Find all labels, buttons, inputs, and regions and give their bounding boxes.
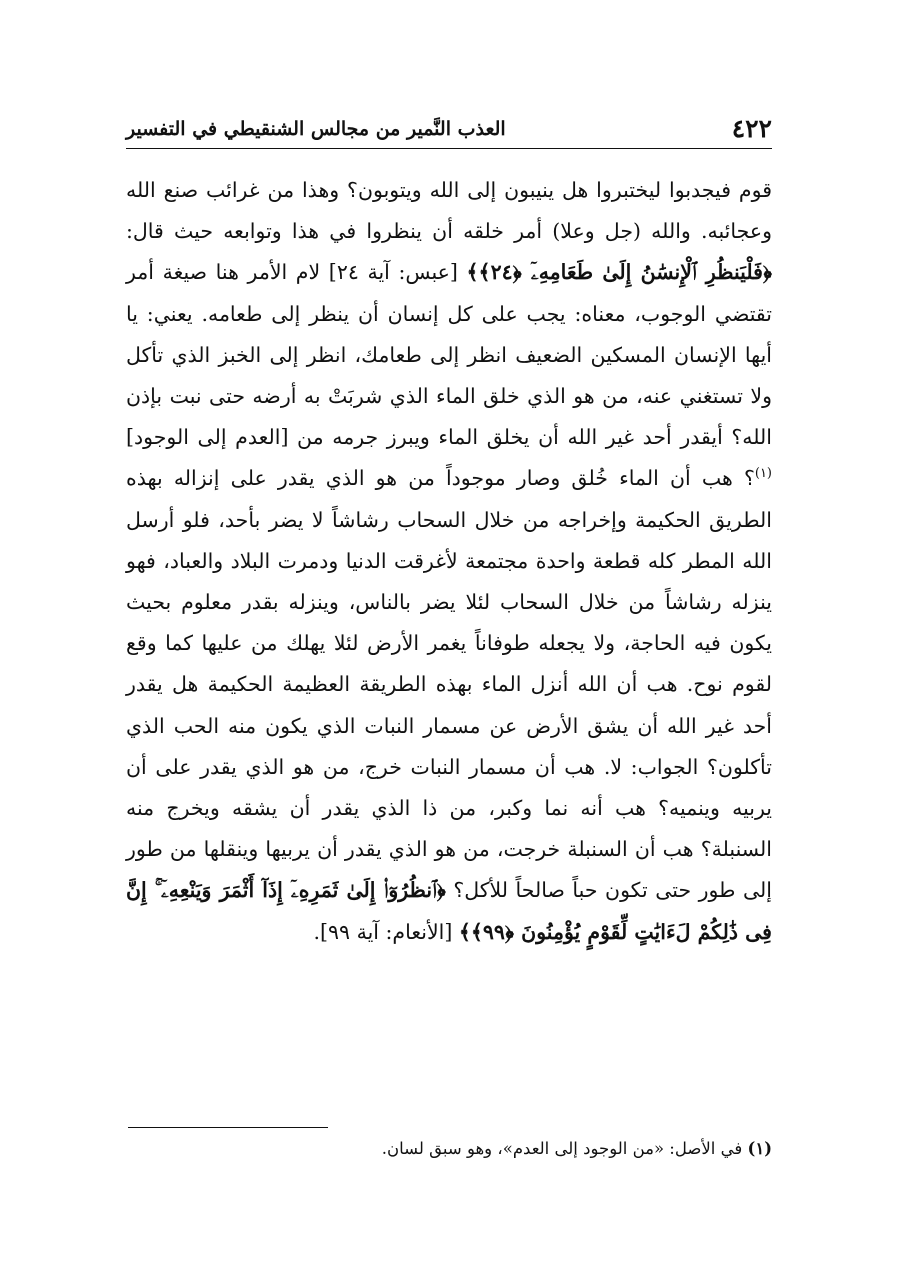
body-text-part-3: ؟ هب أن الماء خُلق وصار موجوداً من هو الذي يقدر على إنزاله بهذه الطريق الحكيمة وإخراجه من خلال السحاب رشاشاً لا يضر بأحد، فلو أرسل الله المطر كله قطعة واحدة مجتمعة لأغرقت الدنيا ودمرت البلاد والعباد، فهو ينزله رشاشاً من خلال السحاب لئلا يضر بالناس، وينزله بقدر معلوم بحيث يكون فيه الحاجة، ولا يجعله طوفاناً يغمر الأرض لئلا يهلك من عليها كما وقع لقوم نوح. هب أن الله أنزل الماء بهذه الطريقة العظيمة الحكيمة هل يقدر أحد غير الله أن يشق الأرض عن مسمار النبات الذي يكون منه الحب الذي تأكلون؟ الجواب: لا. هب أن مسمار النبات خرج، من هو الذي يقدر على أن يربيه وينميه؟ هب أنه نما وكبر، من ذا الذي يقدر أن يشقه ويخرج منه السنبلة؟ هب أن السنبلة خرجت، من هو الذي يقدر أن يربيها وينقلها من طور إلى طور حتى تكون حباً صالحاً للأكل؟ bbox=[126, 466, 772, 903]
body-text-part-2: لام الأمر هنا صيغة أمر تقتضي الوجوب، معناه: يجب على كل إنسان أن ينظر إلى طعامه. يعني: يا أيها الإنسان المسكين الضعيف انظر إلى طعامك، انظر إلى الخبز الذي تأكل ولا تستغني عنه، من هو الذي خلق الماء الذي شربَتْ به أرضه حتى نبت بإذن الله؟ أيقدر أحد غير الله أن يخلق الماء ويبرز جرمه من [العدم إلى الوجود] bbox=[126, 260, 772, 450]
quran-verse-abasa-24: فَلْيَنظُرِ ٱلْإِنسَٰنُ إِلَىٰ طَعَامِهِۦٓ ﴿٢٤﴾ bbox=[478, 260, 763, 285]
verse-bracket-close: ﴾ bbox=[466, 260, 479, 285]
footnote-text: في الأصل: «من الوجود إلى العدم»، وهو سبق لسان. bbox=[381, 1139, 748, 1158]
footnote bbox=[126, 1136, 772, 1162]
verse-reference-abasa: [عبس: آية ٢٤] bbox=[320, 260, 467, 285]
verse-bracket-close: ﴾ bbox=[458, 919, 471, 944]
quran-verse-anam-99: ٱنظُرُوٓا۟ إِلَىٰ ثَمَرِهِۦٓ إِذَآ أَثْمَرَ وَيَنْعِهِۦٓ ۚ إِنَّ فِى ذَٰلِكُمْ لَءَايَٰتٍ لِّقَوْمٍ يُؤْمِنُونَ ﴿٩٩﴾ bbox=[126, 878, 772, 944]
verse-reference-anam: [الأنعام: آية ٩٩]. bbox=[313, 919, 459, 944]
page-number: ٤٢٢ bbox=[731, 114, 772, 143]
body-paragraph bbox=[126, 170, 772, 953]
footnote-reference[interactable]: (١) bbox=[754, 466, 772, 482]
verse-bracket-open: ﴿ bbox=[436, 878, 446, 903]
header-divider bbox=[126, 148, 772, 149]
page-header bbox=[126, 108, 772, 144]
body-text-part-1: قوم فيجدبوا ليختبروا هل ينيبون إلى الله ويتوبون؟ وهذا من غرائب صنع الله وعجائبه. والله (جل وعلا) أمر خلقه أن ينظروا في هذا وتوابعه حيث قال: bbox=[126, 178, 772, 244]
footnote-divider bbox=[128, 1127, 328, 1128]
footnote-number: (١) bbox=[747, 1139, 772, 1158]
verse-bracket-open: ﴿ bbox=[762, 260, 772, 285]
running-title: العذب النَّمير من مجالس الشنقيطي في التفسير bbox=[126, 118, 506, 140]
